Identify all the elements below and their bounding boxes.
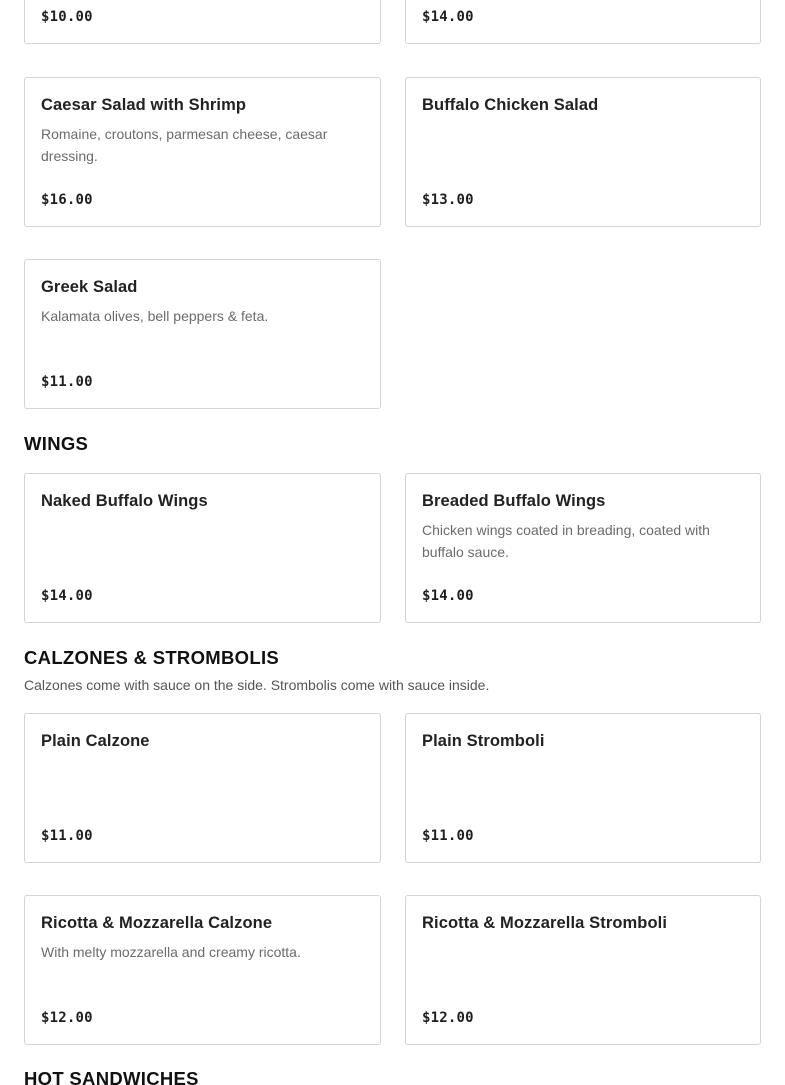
- menu-item-description: Kalamata olives, bell peppers & feta.: [41, 308, 269, 324]
- menu-item-card[interactable]: [405, 895, 761, 1045]
- menu-item-price: $12.00: [422, 1010, 474, 1026]
- menu-item-price: $16.00: [41, 192, 93, 208]
- section-title-hot-sandwiches: HOT SANDWICHES: [24, 1068, 199, 1085]
- menu-item-name: Plain Stromboli: [422, 732, 545, 750]
- menu-item-description: Romaine, croutons, parmesan cheese, caesar dressing.: [41, 126, 328, 164]
- section-note: Calzones come with sauce on the side. Strombolis come with sauce inside.: [24, 677, 490, 693]
- menu-item-card[interactable]: [24, 895, 381, 1045]
- menu-item-name: Ricotta & Mozzarella Stromboli: [422, 914, 668, 932]
- menu-item-card[interactable]: [405, 77, 761, 227]
- menu-item-card[interactable]: [24, 473, 381, 623]
- menu-item-price: $11.00: [422, 828, 474, 844]
- menu-item-card[interactable]: [24, 0, 381, 44]
- menu-item-name: Ricotta & Mozzarella Calzone: [41, 914, 273, 932]
- menu-item-name: Plain Calzone: [41, 732, 150, 750]
- menu-item-card[interactable]: [24, 713, 381, 863]
- menu-item-description: With melty mozzarella and creamy ricotta.: [41, 944, 301, 960]
- menu-item-price: $11.00: [41, 374, 93, 390]
- menu-item-name: Caesar Salad with Shrimp: [41, 96, 247, 114]
- menu-item-card[interactable]: [24, 259, 381, 409]
- menu-item-name: Breaded Buffalo Wings: [422, 492, 606, 510]
- menu-item-price: $13.00: [422, 192, 474, 208]
- section-title-wings: WINGS: [24, 433, 89, 454]
- menu-item-price: $14.00: [422, 9, 474, 25]
- menu-item-name: Greek Salad: [41, 278, 138, 296]
- menu-item-description: Chicken wings coated in breading, coated with buffalo sauce.: [422, 522, 710, 560]
- menu-item-price: $14.00: [41, 588, 93, 604]
- menu-item-price: $10.00: [41, 9, 93, 25]
- menu-item-card[interactable]: [405, 473, 761, 623]
- menu-item-card[interactable]: [405, 0, 761, 44]
- menu-item-name: Buffalo Chicken Salad: [422, 96, 599, 114]
- menu-item-price: $14.00: [422, 588, 474, 604]
- section-title-calzones: CALZONES & STROMBOLIS: [24, 647, 280, 668]
- menu-item-name: Naked Buffalo Wings: [41, 492, 208, 510]
- menu-item-card[interactable]: [24, 77, 381, 227]
- menu-item-price: $12.00: [41, 1010, 93, 1026]
- menu-item-price: $11.00: [41, 828, 93, 844]
- menu-item-card[interactable]: [405, 713, 761, 863]
